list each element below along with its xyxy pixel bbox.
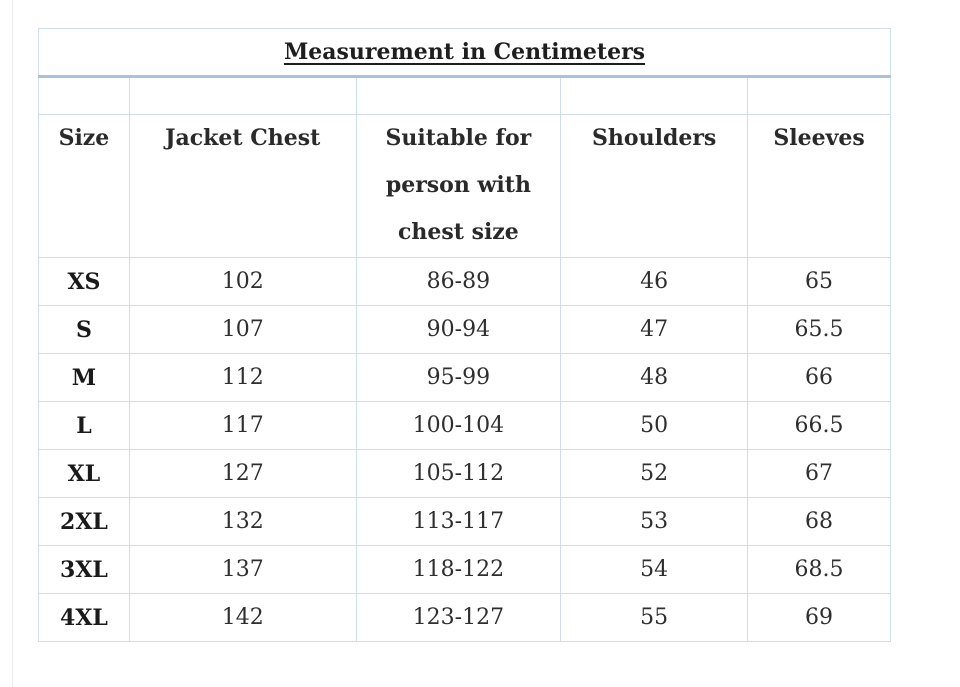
spacer-cell — [129, 77, 356, 115]
header-row — [39, 115, 891, 258]
jacket-chest-cell: 112 — [129, 354, 356, 402]
table-row — [39, 450, 891, 498]
chest-size-range-cell: 100-104 — [356, 402, 561, 450]
title-row — [39, 29, 891, 77]
size-cell: 3XL — [39, 546, 130, 594]
chest-size-range-cell: 123-127 — [356, 594, 561, 642]
shoulders-cell: 54 — [561, 546, 748, 594]
sleeves-cell: 65 — [748, 258, 891, 306]
header-line: Size — [58, 125, 110, 151]
size-chart-table — [38, 28, 891, 642]
chest-size-range-cell: 118-122 — [356, 546, 561, 594]
jacket-chest-cell: 132 — [129, 498, 356, 546]
header-sleeves — [748, 115, 891, 258]
size-cell: XL — [39, 450, 130, 498]
table-title: Measurement in Centimeters — [39, 29, 891, 77]
header-line: Shoulders — [592, 125, 717, 151]
header-jacket-chest — [129, 115, 356, 258]
shoulders-cell: 47 — [561, 306, 748, 354]
table-row — [39, 402, 891, 450]
header-line: chest size — [397, 219, 519, 245]
size-cell: 2XL — [39, 498, 130, 546]
size-cell: S — [39, 306, 130, 354]
jacket-chest-cell: 137 — [129, 546, 356, 594]
spacer-cell — [39, 77, 130, 115]
header-size — [39, 115, 130, 258]
size-cell: L — [39, 402, 130, 450]
header-line: Sleeves — [773, 125, 865, 151]
spacer-cell — [561, 77, 748, 115]
sleeves-cell: 66.5 — [748, 402, 891, 450]
header-shoulders — [561, 115, 748, 258]
chest-size-range-cell: 105-112 — [356, 450, 561, 498]
shoulders-cell: 46 — [561, 258, 748, 306]
table-row — [39, 354, 891, 402]
size-cell: XS — [39, 258, 130, 306]
spacer-cell — [356, 77, 561, 115]
chest-size-range-cell: 90-94 — [356, 306, 561, 354]
size-cell: 4XL — [39, 594, 130, 642]
jacket-chest-cell: 142 — [129, 594, 356, 642]
spacer-cell — [748, 77, 891, 115]
table-row — [39, 594, 891, 642]
header-line: Jacket Chest — [165, 125, 321, 151]
spacer-row — [39, 77, 891, 115]
shoulders-cell: 53 — [561, 498, 748, 546]
jacket-chest-cell: 127 — [129, 450, 356, 498]
shoulders-cell: 50 — [561, 402, 748, 450]
header-line: Suitable for — [385, 125, 532, 151]
sleeves-cell: 69 — [748, 594, 891, 642]
size-cell: M — [39, 354, 130, 402]
table-row — [39, 546, 891, 594]
left-divider — [12, 0, 13, 687]
table-row — [39, 258, 891, 306]
shoulders-cell: 48 — [561, 354, 748, 402]
table-row — [39, 498, 891, 546]
sleeves-cell: 65.5 — [748, 306, 891, 354]
sleeves-cell: 68 — [748, 498, 891, 546]
jacket-chest-cell: 107 — [129, 306, 356, 354]
chest-size-range-cell: 86-89 — [356, 258, 561, 306]
shoulders-cell: 55 — [561, 594, 748, 642]
jacket-chest-cell: 117 — [129, 402, 356, 450]
sleeves-cell: 66 — [748, 354, 891, 402]
chest-size-range-cell: 113-117 — [356, 498, 561, 546]
header-line: person with — [385, 172, 531, 198]
chest-size-range-cell: 95-99 — [356, 354, 561, 402]
sleeves-cell: 67 — [748, 450, 891, 498]
jacket-chest-cell: 102 — [129, 258, 356, 306]
sleeves-cell: 68.5 — [748, 546, 891, 594]
header-suitable-chest-size — [356, 115, 561, 258]
table-row — [39, 306, 891, 354]
shoulders-cell: 52 — [561, 450, 748, 498]
